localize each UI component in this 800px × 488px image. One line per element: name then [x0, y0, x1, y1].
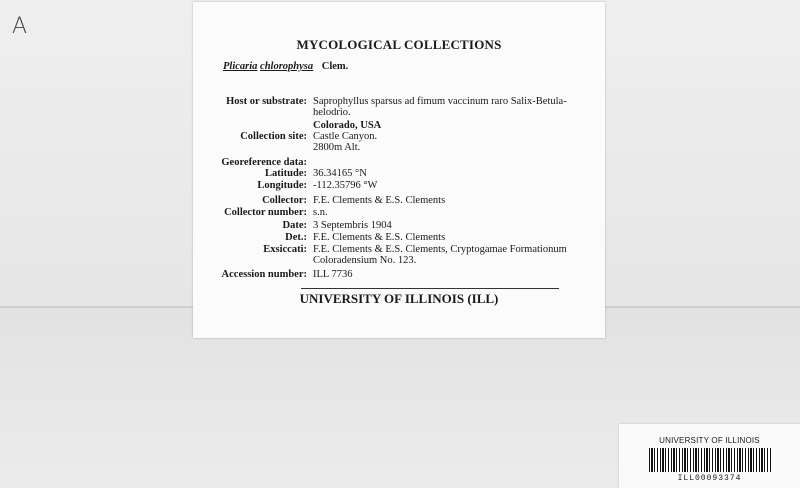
date-value: 3 Septembris 1904: [313, 220, 392, 231]
exsiccati-value: F.E. Clements & E.S. Clements, Cryptogamae Formationum Coloradensium No. 123.: [313, 244, 567, 266]
longitude-value: -112.35796 °W: [313, 180, 378, 191]
det-value: F.E. Clements & E.S. Clements: [313, 232, 446, 243]
latitude-key: Latitude:: [265, 168, 307, 179]
collector-key: Collector:: [262, 195, 307, 206]
collector-value: F.E. Clements & E.S. Clements: [313, 195, 446, 206]
barcode-bars: [649, 448, 771, 472]
exsiccati-key: Exsiccati:: [263, 244, 307, 255]
site-value-2: 2800m Alt.: [313, 142, 361, 153]
host-value: Saprophyllus sparsus ad fimum vaccinum raro Salix-Betula-helodrio.: [313, 96, 567, 118]
taxon-genus: Plicaria: [223, 61, 258, 72]
barcode-number: ILL00093374: [677, 474, 742, 483]
institution-name: UNIVERSITY OF ILLINOIS (ILL): [299, 291, 499, 306]
host-key: Host or substrate:: [226, 96, 307, 107]
latitude-value: 36.34165 °N: [313, 168, 367, 179]
specimen-label: [193, 2, 605, 338]
date-key: Date:: [282, 220, 307, 231]
label-divider: [301, 288, 559, 289]
site-key: Collection site:: [240, 131, 307, 142]
site-region: Colorado, USA: [313, 120, 382, 131]
accession-value: ILL 7736: [313, 269, 353, 280]
longitude-key: Longitude:: [257, 180, 307, 191]
taxon-author: Clem.: [321, 61, 349, 72]
label-title: MYCOLOGICAL COLLECTIONS: [296, 37, 502, 52]
corner-pencil-mark: A: [12, 14, 28, 39]
accession-key: Accession number:: [221, 269, 307, 280]
barcode-label: [619, 424, 800, 488]
det-key: Det.:: [285, 232, 307, 243]
taxon-name: [223, 61, 348, 72]
barcode-title: UNIVERSITY OF ILLINOIS: [659, 436, 760, 445]
collector-number-value: s.n.: [313, 207, 328, 218]
site-value-1: Castle Canyon.: [313, 131, 378, 142]
collector-number-key: Collector number:: [224, 207, 307, 218]
taxon-epithet: chlorophysa: [260, 61, 314, 72]
georef-key: Georeference data:: [221, 157, 307, 168]
